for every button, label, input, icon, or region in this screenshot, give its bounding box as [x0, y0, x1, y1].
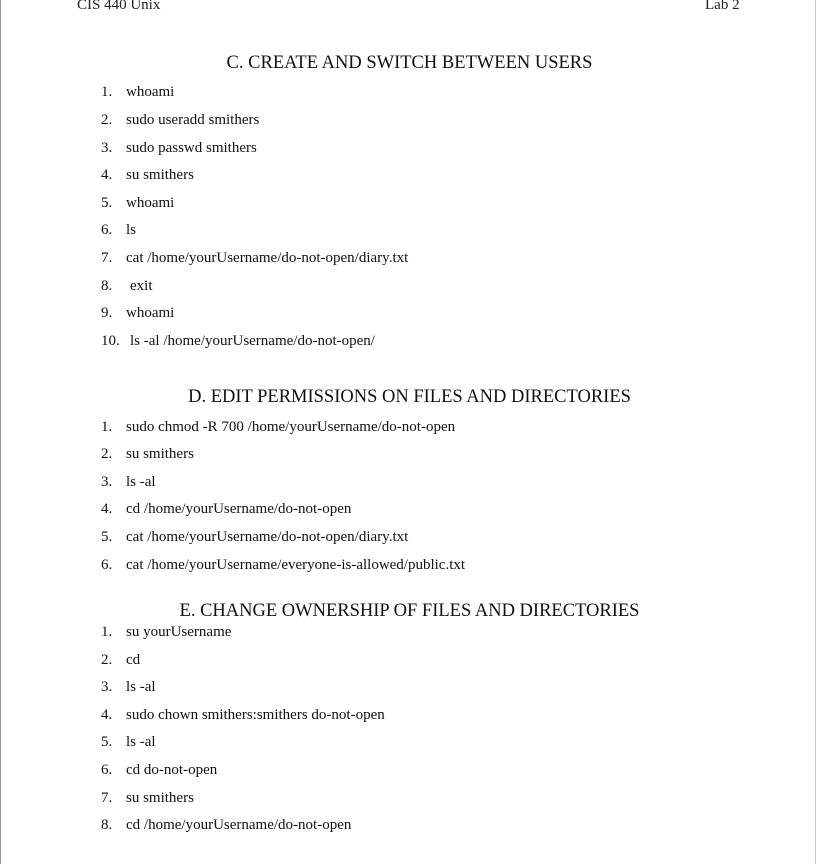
item-command: su smithers [126, 167, 194, 183]
item-number: 5. [101, 734, 113, 750]
item-command: ls -al [126, 474, 156, 490]
item-number: 5. [101, 529, 113, 545]
item-number: 4. [101, 167, 113, 183]
item-command: ls -al [126, 734, 156, 750]
header-course: CIS 440 Unix [77, 0, 161, 13]
item-number: 8. [101, 817, 113, 833]
section-c-title: C. CREATE AND SWITCH BETWEEN USERS [226, 53, 593, 73]
item-command: cat /home/yourUsername/do-not-open/diary.txt [126, 250, 409, 266]
item-command: exit [130, 278, 153, 294]
item-command: cd [126, 652, 141, 668]
item-number: 1. [101, 624, 113, 640]
item-command: cd do-not-open [126, 762, 218, 778]
item-command: cd /home/yourUsername/do-not-open [126, 817, 352, 833]
item-command: cat /home/yourUsername/do-not-open/diary.txt [126, 529, 409, 545]
item-number: 7. [101, 790, 113, 806]
item-number: 1. [101, 84, 113, 100]
item-command: cat /home/yourUsername/everyone-is-allowed/public.txt [126, 557, 466, 573]
item-number: 2. [101, 446, 113, 462]
item-number: 4. [101, 707, 113, 723]
item-command: cd /home/yourUsername/do-not-open [126, 501, 352, 517]
item-command: whoami [126, 305, 175, 321]
item-number: 2. [101, 652, 113, 668]
section-e-title: E. CHANGE OWNERSHIP OF FILES AND DIRECTORIES [179, 601, 640, 621]
item-number: 9. [101, 305, 113, 321]
item-command: ls -al /home/yourUsername/do-not-open/ [130, 333, 375, 349]
item-command: whoami [126, 195, 175, 211]
item-number: 3. [101, 679, 113, 695]
item-command: ls -al [126, 679, 156, 695]
item-number: 2. [101, 112, 113, 128]
item-number: 6. [101, 557, 113, 573]
item-number: 10. [101, 333, 120, 349]
item-number: 5. [101, 195, 113, 211]
item-command: ls [126, 222, 137, 238]
item-number: 4. [101, 501, 113, 517]
item-command: sudo passwd smithers [126, 140, 257, 156]
item-command: su smithers [126, 790, 194, 806]
item-command: sudo chmod -R 700 /home/yourUsername/do-not-open [126, 419, 456, 435]
item-command: su yourUsername [126, 624, 232, 640]
item-number: 3. [101, 140, 113, 156]
item-command: sudo chown smithers:smithers do-not-open [126, 707, 385, 723]
item-command: su smithers [126, 446, 194, 462]
item-number: 1. [101, 419, 113, 435]
item-command: whoami [126, 84, 175, 100]
item-number: 8. [101, 278, 113, 294]
item-number: 3. [101, 474, 113, 490]
item-number: 7. [101, 250, 113, 266]
item-number: 6. [101, 762, 113, 778]
item-number: 6. [101, 222, 113, 238]
header-lab: Lab 2 [705, 0, 740, 13]
item-command: sudo useradd smithers [126, 112, 260, 128]
section-d-title: D. EDIT PERMISSIONS ON FILES AND DIRECTORIES [188, 387, 631, 407]
